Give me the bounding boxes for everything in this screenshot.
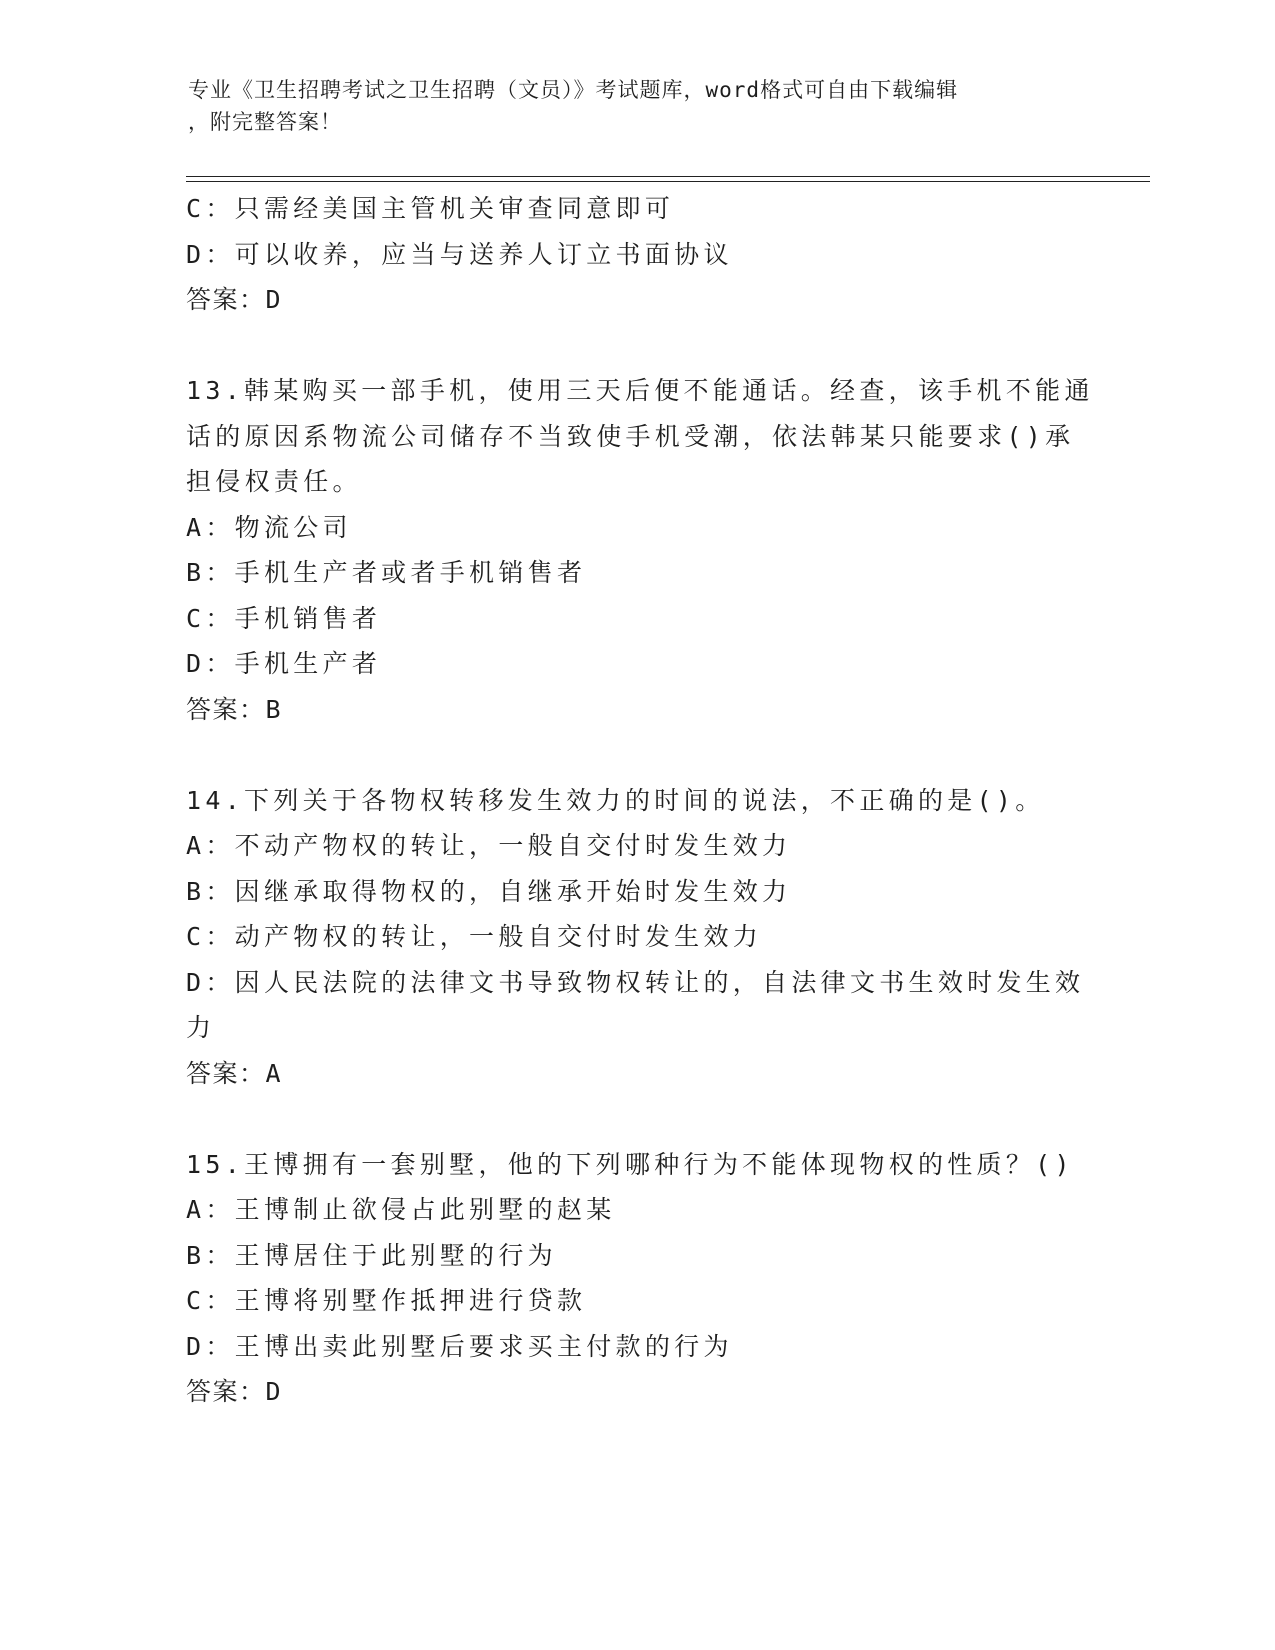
answer-line: 答案：D	[186, 285, 283, 314]
question-stem-line: 13.韩某购买一部手机，使用三天后便不能通话。经查，该手机不能通	[186, 376, 1094, 405]
previous-question-tail	[186, 186, 1086, 323]
option-b: B：因继承取得物权的，自继承开始时发生效力	[186, 876, 792, 906]
question-14	[186, 778, 1086, 1097]
option-d: D：王博出卖此别墅后要求买主付款的行为	[186, 1331, 733, 1361]
header-rule-bottom	[186, 181, 1150, 182]
document-header	[188, 74, 1068, 138]
option-b: B：王博居住于此别墅的行为	[186, 1240, 557, 1270]
answer-line: 答案：B	[186, 694, 283, 724]
option-c: C：手机销售者	[186, 603, 382, 633]
question-stem-line: 担侵权责任。	[186, 467, 362, 496]
option-d-continuation: 力	[186, 1013, 216, 1042]
header-title-line-2: ，附完整答案！	[188, 110, 342, 134]
question-15	[186, 1142, 1086, 1415]
option-a: A：物流公司	[186, 512, 352, 542]
header-rule-top	[186, 176, 1150, 177]
option-d: D：因人民法院的法律文书导致物权转让的，自法律文书生效时发生效	[186, 967, 1085, 997]
option-c: C：动产物权的转让，一般自交付时发生效力	[186, 922, 763, 951]
question-list	[186, 186, 1094, 1415]
option-a: A：王博制止欲侵占此别墅的赵某	[186, 1195, 616, 1224]
question-13	[186, 368, 1094, 732]
option-c: C：王博将别墅作抵押进行贷款	[186, 1286, 587, 1315]
question-stem-line: 话的原因系物流公司储存不当致使手机受潮，依法韩某只能要求()承	[186, 421, 1075, 451]
option-d: D：手机生产者	[186, 649, 382, 678]
question-stem-line: 14.下列关于各物权转移发生效力的时间的说法，不正确的是()。	[186, 785, 1045, 815]
header-title-line-1: 专业《卫生招聘考试之卫生招聘（文员）》考试题库，word格式可自由下载编辑	[188, 78, 959, 102]
option-b: B：手机生产者或者手机销售者	[186, 558, 587, 587]
answer-line: 答案：A	[186, 1058, 283, 1088]
answer-line: 答案：D	[186, 1377, 283, 1406]
option-c: C：只需经美国主管机关审查同意即可	[186, 194, 675, 223]
option-d: D：可以收养，应当与送养人订立书面协议	[186, 239, 733, 269]
option-a: A：不动产物权的转让，一般自交付时发生效力	[186, 831, 792, 860]
question-stem-line: 15.王博拥有一套别墅，他的下列哪种行为不能体现物权的性质？()	[186, 1149, 1074, 1179]
